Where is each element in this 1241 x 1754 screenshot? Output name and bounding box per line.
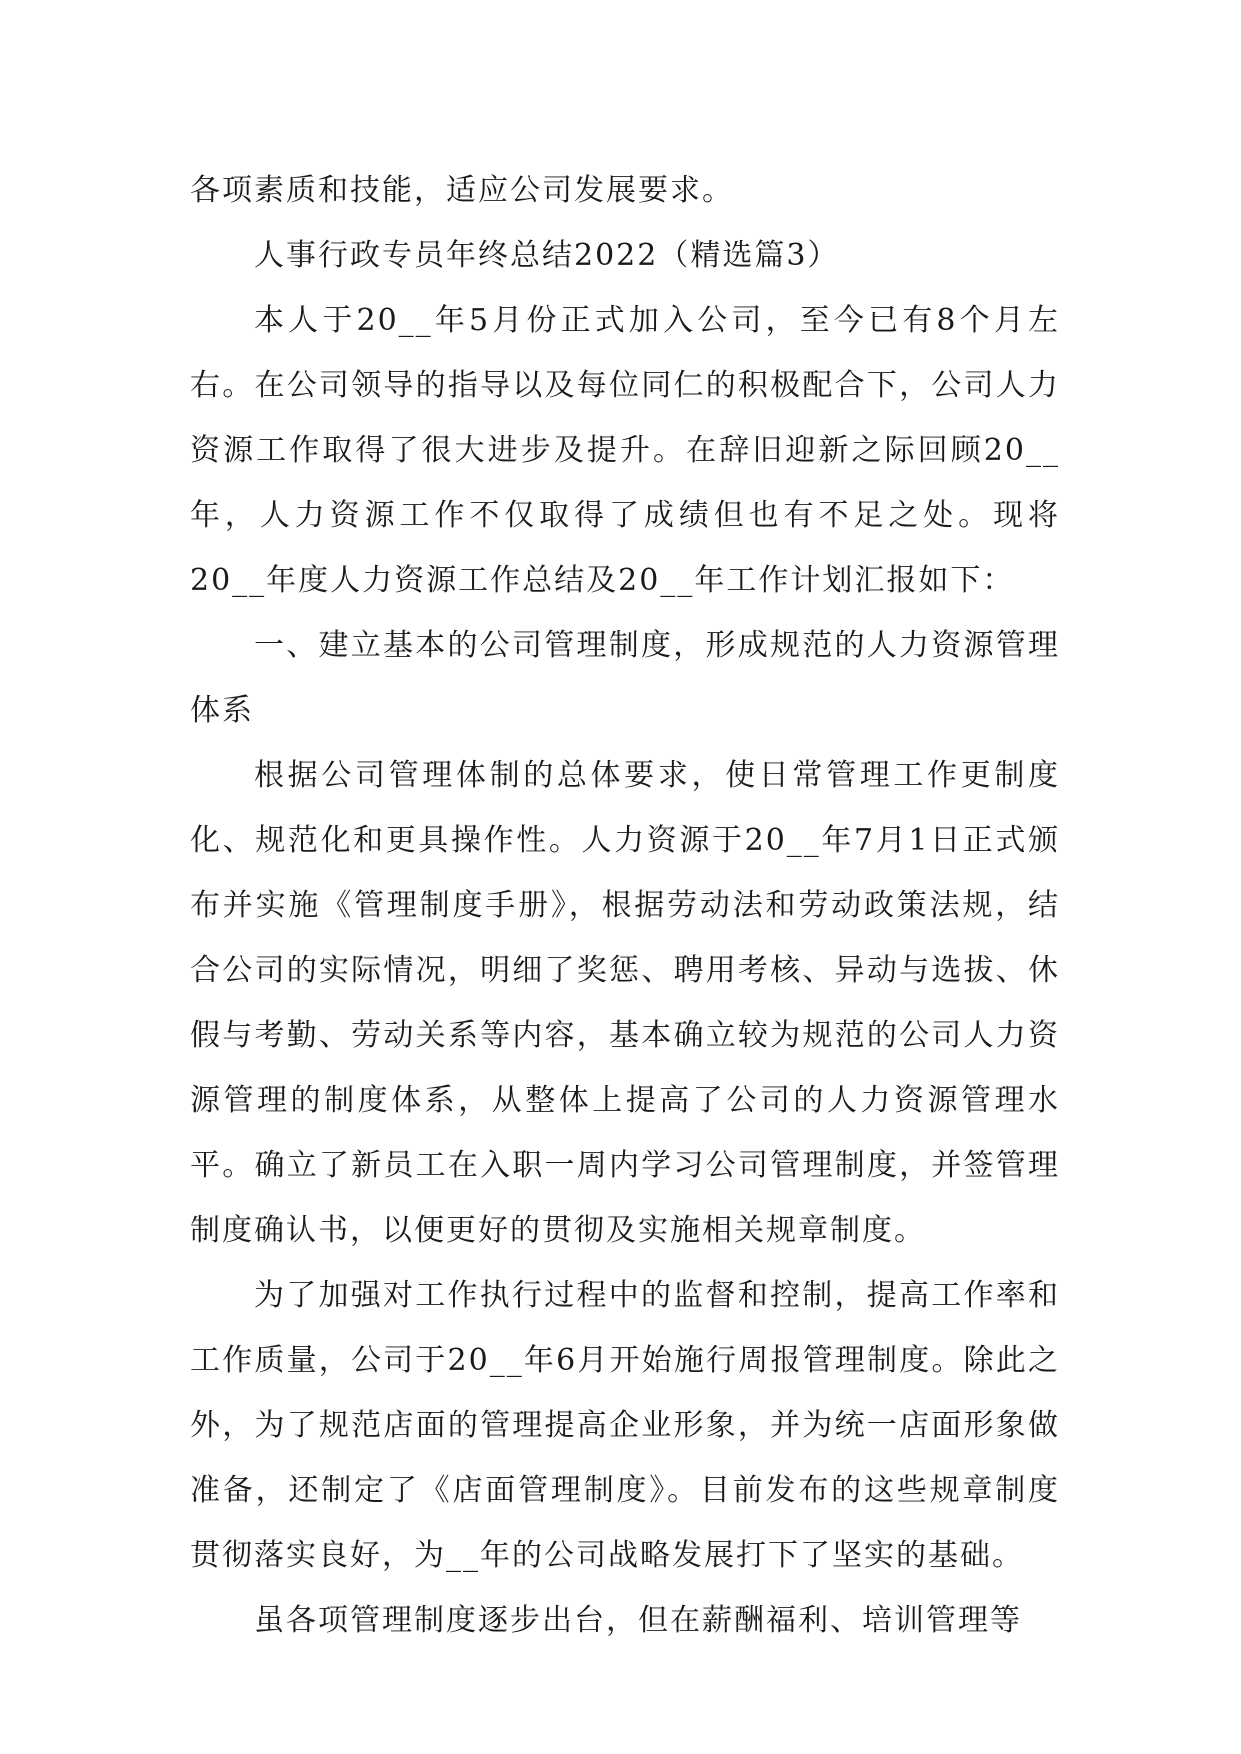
paragraph-weekly-report: 为了加强对工作执行过程中的监督和控制，提高工作率和工作质量，公司于20__年6月开始施行周报管理制度。除此之外，为了规范店面的管理提高企业形象，并为统一店面形象做准备，还制定了《店面管理制度》。目前发布的这些规章制度贯彻落实良好，为__年的公司战略发展打下了坚实的基础。 — [190, 1278, 1060, 1573]
paragraph-intro: 本人于20__年5月份正式加入公司，至今已有8个月左右。在公司领导的指导以及每位同仁的积极配合下，公司人力资源工作取得了很大进步及提升。在辞旧迎新之际回顾20__年，人力资源工作不仅取得了成绩但也有不足之处。现将20__年度人力资源工作总结及20__年工作计划汇报如下： — [190, 303, 1060, 598]
document-body — [190, 158, 1060, 1653]
paragraph-management-system: 根据公司管理体制的总体要求，使日常管理工作更制度化、规范化和更具操作性。人力资源于20__年7月1日正式颁布并实施《管理制度手册》，根据劳动法和劳动政策法规，结合公司的实际情况，明细了奖惩、聘用考核、异动与选拔、休假与考勤、劳动关系等内容，基本确立较为规范的公司人力资源管理的制度体系，从整体上提高了公司的人力资源管理水平。确立了新员工在入职一周内学习公司管理制度，并签管理制度确认书，以便更好的贯彻及实施相关规章制度。 — [190, 758, 1060, 1248]
subsection-heading: 一、建立基本的公司管理制度，形成规范的人力资源管理体系 — [190, 628, 1060, 728]
section-heading: 人事行政专员年终总结2022（精选篇3） — [254, 238, 840, 273]
paragraph-continuation: 各项素质和技能，适应公司发展要求。 — [190, 173, 734, 208]
paragraph-partial: 虽各项管理制度逐步出台，但在薪酬福利、培训管理等 — [254, 1603, 1022, 1638]
